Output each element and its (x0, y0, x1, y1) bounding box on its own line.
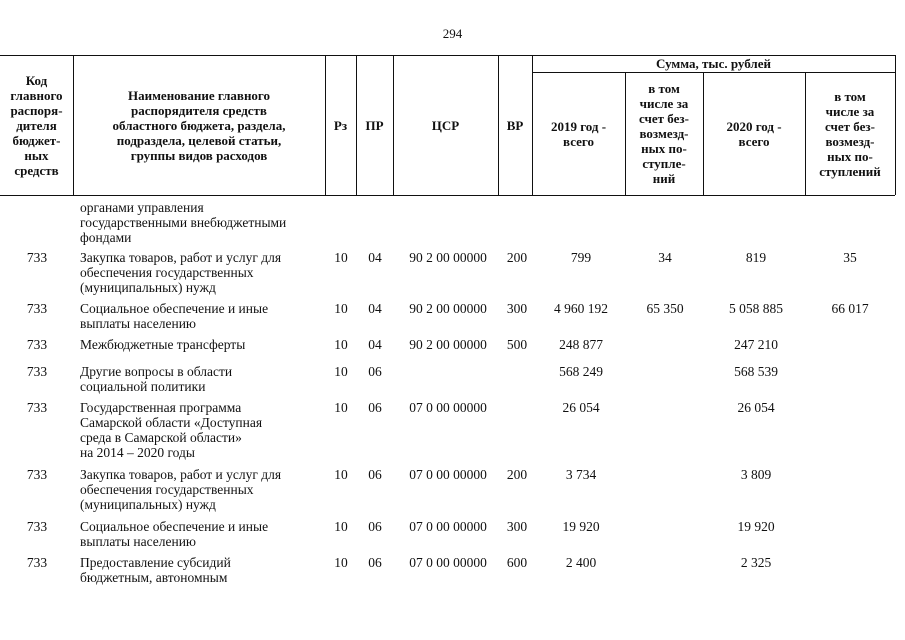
header-2019-total: 2019 год - всего (550, 118, 607, 149)
row-name: Межбюджетные трансферты (80, 337, 246, 352)
row-2019-total: 19 920 (562, 519, 600, 534)
row-rz: 10 (334, 555, 348, 570)
row-2020-total: 2 325 (740, 555, 772, 570)
row-2020-total: 568 539 (734, 364, 778, 379)
row-2019-total: 4 960 192 (554, 301, 608, 316)
col-rule (895, 55, 896, 195)
row-2020-total: 19 920 (737, 519, 775, 534)
row-pr: 06 (368, 519, 382, 534)
row-code: 733 (26, 337, 48, 352)
row-2019-total: 568 249 (559, 364, 603, 379)
row-2019-total: 799 (570, 250, 592, 265)
header-rz: Рз (333, 117, 348, 133)
row-code: 733 (26, 555, 48, 570)
row-code: 733 (26, 301, 48, 316)
row-rz: 10 (334, 519, 348, 534)
header-2020-total: 2020 год - всего (726, 118, 782, 149)
header-sum-group: Сумма, тыс. рублей (656, 56, 771, 71)
row-pr: 06 (368, 400, 382, 415)
row-csr: 07 0 00 00000 (409, 519, 487, 534)
row-name: Социальное обеспечение и иные выплаты населению (80, 301, 269, 331)
row-2020-total: 247 210 (734, 337, 778, 352)
row-vr: 200 (506, 250, 528, 265)
row-2020-total: 3 809 (740, 467, 772, 482)
row-rz: 10 (334, 467, 348, 482)
row-pr: 04 (368, 301, 382, 316)
header-name: Наименование главного распорядителя средств областного бюджета, раздела, подраздела, целевой статьи, группы видов расходов (112, 87, 286, 163)
row-2019-gratis: 34 (658, 250, 672, 265)
header-vr: ВР (506, 117, 524, 133)
header-pr: ПР (365, 117, 384, 133)
row-rz: 10 (334, 400, 348, 415)
row-code: 733 (26, 519, 48, 534)
row-csr: 07 0 00 00000 (409, 400, 487, 415)
row-rz: 10 (334, 301, 348, 316)
header-bottom-rule (0, 195, 895, 196)
row-pr: 06 (368, 555, 382, 570)
row-2020-gratis: 35 (843, 250, 857, 265)
row-csr: 90 2 00 00000 (409, 250, 487, 265)
row-2019-total: 26 054 (562, 400, 600, 415)
row-name: Социальное обеспечение и иные выплаты населению (80, 519, 269, 549)
row-csr: 07 0 00 00000 (409, 555, 487, 570)
row-rz: 10 (334, 364, 348, 379)
row-pr: 06 (368, 467, 382, 482)
row-pr: 06 (368, 364, 382, 379)
row-pr: 04 (368, 250, 382, 265)
row-2019-total: 3 734 (565, 467, 597, 482)
row-name: Государственная программа Самарской области «Доступная среда в Самарской области» на 2014 – 2020 годы (80, 400, 263, 460)
row-2020-total: 819 (745, 250, 767, 265)
row-vr: 500 (506, 337, 528, 352)
row-csr: 07 0 00 00000 (409, 467, 487, 482)
row-code: 733 (26, 400, 48, 415)
row-name: Предоставление субсидий бюджетным, автономным (80, 555, 231, 585)
row-name: Другие вопросы в области социальной политики (80, 364, 233, 394)
row-vr: 300 (506, 301, 528, 316)
header-csr: ЦСР (431, 117, 460, 133)
row-2020-total: 5 058 885 (729, 301, 783, 316)
row-2020-gratis: 66 017 (831, 301, 869, 316)
header-code: Код главного распоря- дителя бюджет- ных средств (10, 72, 63, 178)
row-name: Закупка товаров, работ и услуг для обеспечения государственных (муниципальных) нужд (80, 250, 282, 295)
row-name: Закупка товаров, работ и услуг для обеспечения государственных (муниципальных) нужд (80, 467, 282, 512)
row-code: 733 (26, 467, 48, 482)
row-csr: 90 2 00 00000 (409, 301, 487, 316)
row-2019-gratis: 65 350 (646, 301, 684, 316)
row-name: органами управления государственными внебюджетными фондами (80, 200, 287, 245)
row-2019-total: 248 877 (559, 337, 603, 352)
row-2020-total: 26 054 (737, 400, 775, 415)
row-rz: 10 (334, 250, 348, 265)
row-pr: 04 (368, 337, 382, 352)
page-number: 294 (442, 26, 463, 41)
header-2019-gratis: в том числе за счет без- возмезд- ных по- ступле- ний (639, 81, 689, 186)
row-rz: 10 (334, 337, 348, 352)
row-code: 733 (26, 364, 48, 379)
row-vr: 600 (506, 555, 528, 570)
row-vr: 300 (506, 519, 528, 534)
header-2020-gratis: в том числе за счет без- возмезд- ных по- ступлений (819, 88, 881, 179)
row-2019-total: 2 400 (565, 555, 597, 570)
table-header (0, 55, 905, 195)
row-code: 733 (26, 250, 48, 265)
row-vr: 200 (506, 467, 528, 482)
row-csr: 90 2 00 00000 (409, 337, 487, 352)
